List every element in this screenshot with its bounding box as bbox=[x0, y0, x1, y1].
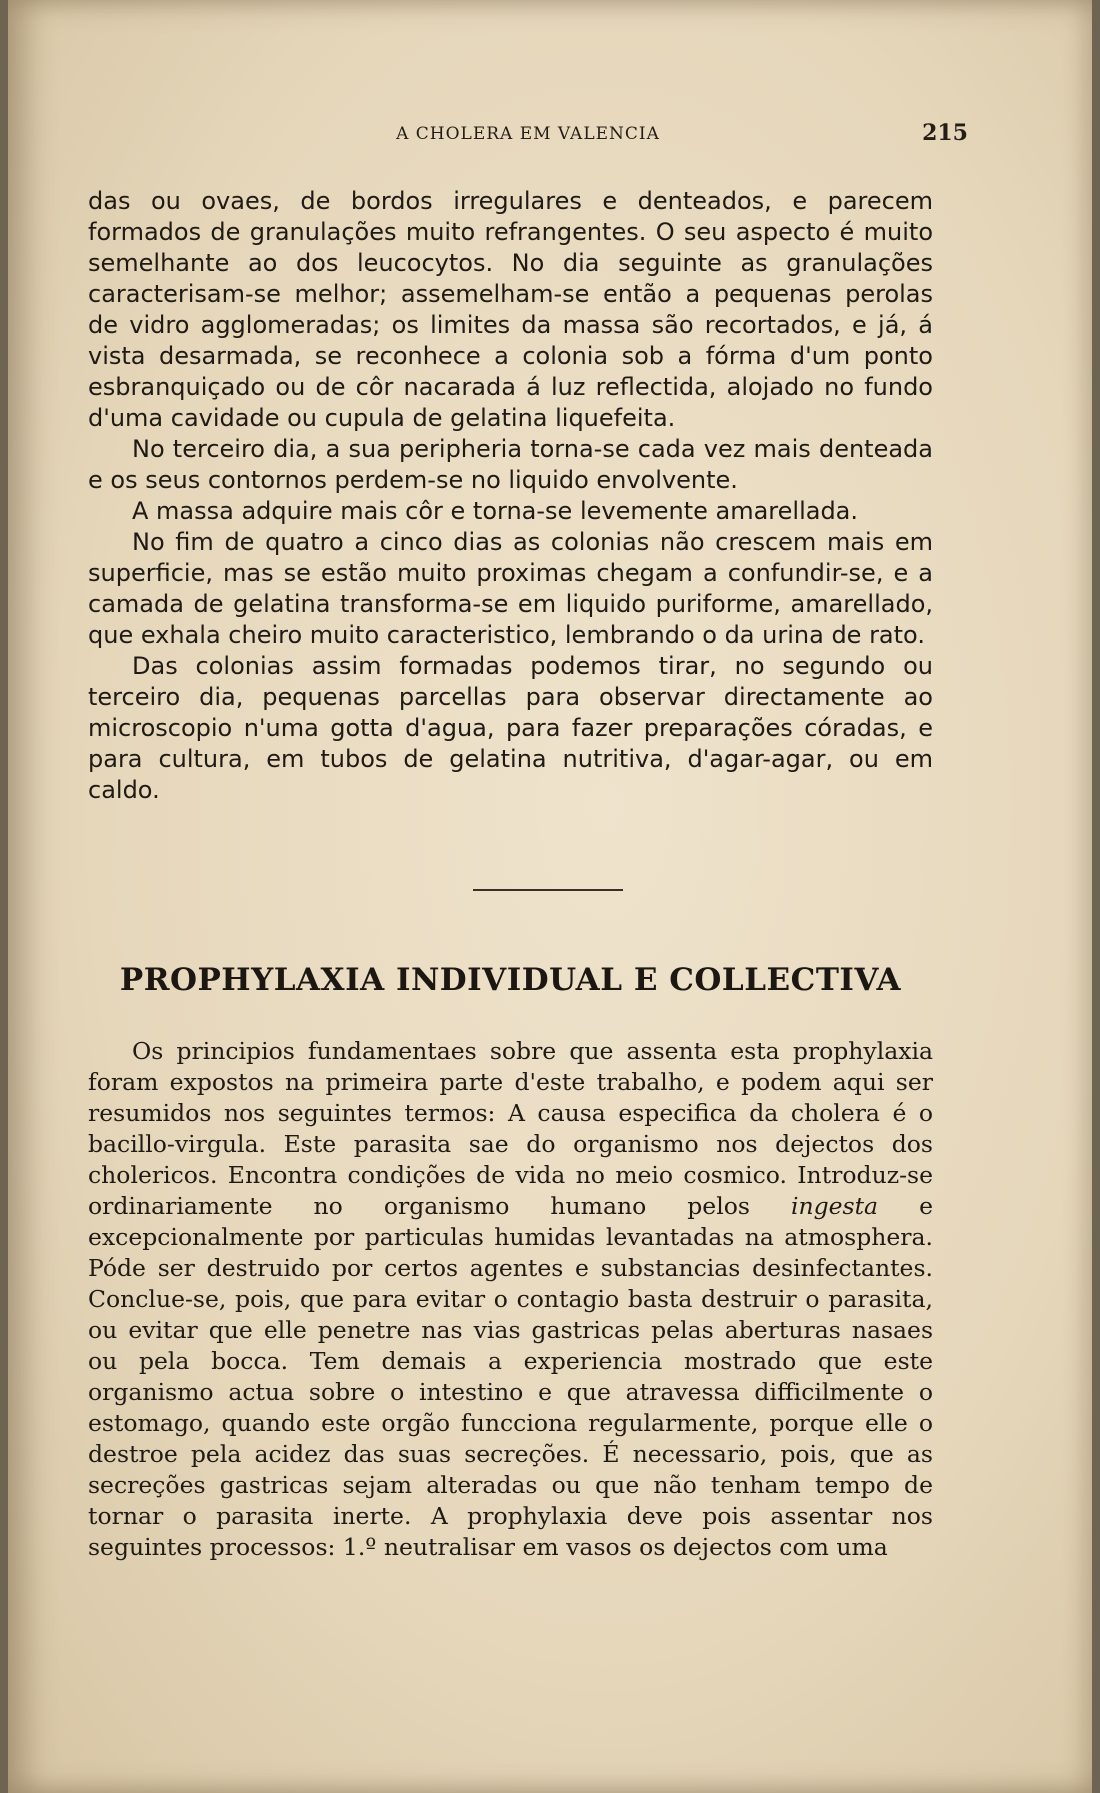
paragraph bbox=[88, 1036, 933, 1563]
italic-term: ingesta bbox=[790, 1192, 879, 1220]
running-title: A CHOLERA EM VALENCIA bbox=[396, 124, 660, 144]
section-heading: PROPHYLAXIA INDIVIDUAL E COLLECTIVA bbox=[119, 962, 902, 998]
paragraph: No terceiro dia, a sua peripheria torna-se cada vez mais denteada e os seus contornos perdem-se no liquido envolvente. bbox=[88, 435, 933, 494]
section-divider bbox=[473, 889, 623, 891]
paragraph-continued: das ou ovaes, de bordos irregulares e denteados, e parecem formados de granulações muito refrangentes. O seu aspecto é muito semelhante ao dos leucocytos. No dia seguinte as granulações caracterisam-se melhor; assemelham-se então a pequenas perolas de vidro agglomeradas; os limites da massa são recortados, e já, á vista desarmada, se reconhece a colonia sob a fórma d'um ponto esbranquiçado ou de côr nacarada á luz reflectida, alojado no fundo d'uma cavidade ou cupula de gelatina liquefeita. bbox=[88, 187, 933, 432]
paragraph: A massa adquire mais côr e torna-se levemente amarellada. bbox=[132, 497, 859, 525]
second-section-body bbox=[88, 1036, 933, 1563]
paragraph: No fim de quatro a cinco dias as colonias não crescem mais em superficie, mas se estão muito proximas chegam a confundir-se, e a camada de gelatina transforma-se em liquido puriforme, amarellado, que exhala cheiro muito caracteristico, lembrando o da urina de rato. bbox=[88, 528, 933, 649]
book-page bbox=[8, 0, 1092, 1793]
first-section-body bbox=[88, 186, 933, 806]
running-head bbox=[88, 120, 968, 150]
page-number: 215 bbox=[922, 120, 968, 146]
paragraph-text-start: Os principios fundamentaes sobre que assenta esta prophylaxia foram expostos na primeira parte d'este trabalho, e podem aqui ser resumidos nos seguintes termos: A causa especifica da cholera é o bacillo-virgula. Este parasita sae do organismo nos dejectos dos cholericos. Encontra condições de vida no meio cosmico. Introduz-se ordinariamente no organismo humano pelos bbox=[88, 1037, 933, 1220]
paragraph-text-end: e excepcionalmente por particulas humidas levantadas na atmosphera. Póde ser destruido por certos agentes e substancias desinfectantes. Conclue-se, pois, que para evitar o contagio basta destruir o parasita, ou evitar que elle penetre nas vias gastricas pelas aberturas nasaes ou pela bocca. Tem demais a experiencia mostrado que este organismo actua sobre o intestino e que atravessa difficilmente o estomago, quando este orgão funcciona regularmente, porque elle o destroe pela acidez das suas secreções. É necessario, pois, que as secreções gastricas sejam alteradas ou que não tenham tempo de tornar o parasita inerte. A prophylaxia deve pois assentar nos seguintes processos: 1.º neutralisar em vasos os dejectos com uma bbox=[88, 1192, 933, 1561]
paragraph: Das colonias assim formadas podemos tirar, no segundo ou terceiro dia, pequenas parcellas para observar directamente ao microscopio n'uma gotta d'agua, para fazer preparações córadas, e para cultura, em tubos de gelatina nutritiva, d'agar-agar, ou em caldo. bbox=[88, 652, 933, 804]
